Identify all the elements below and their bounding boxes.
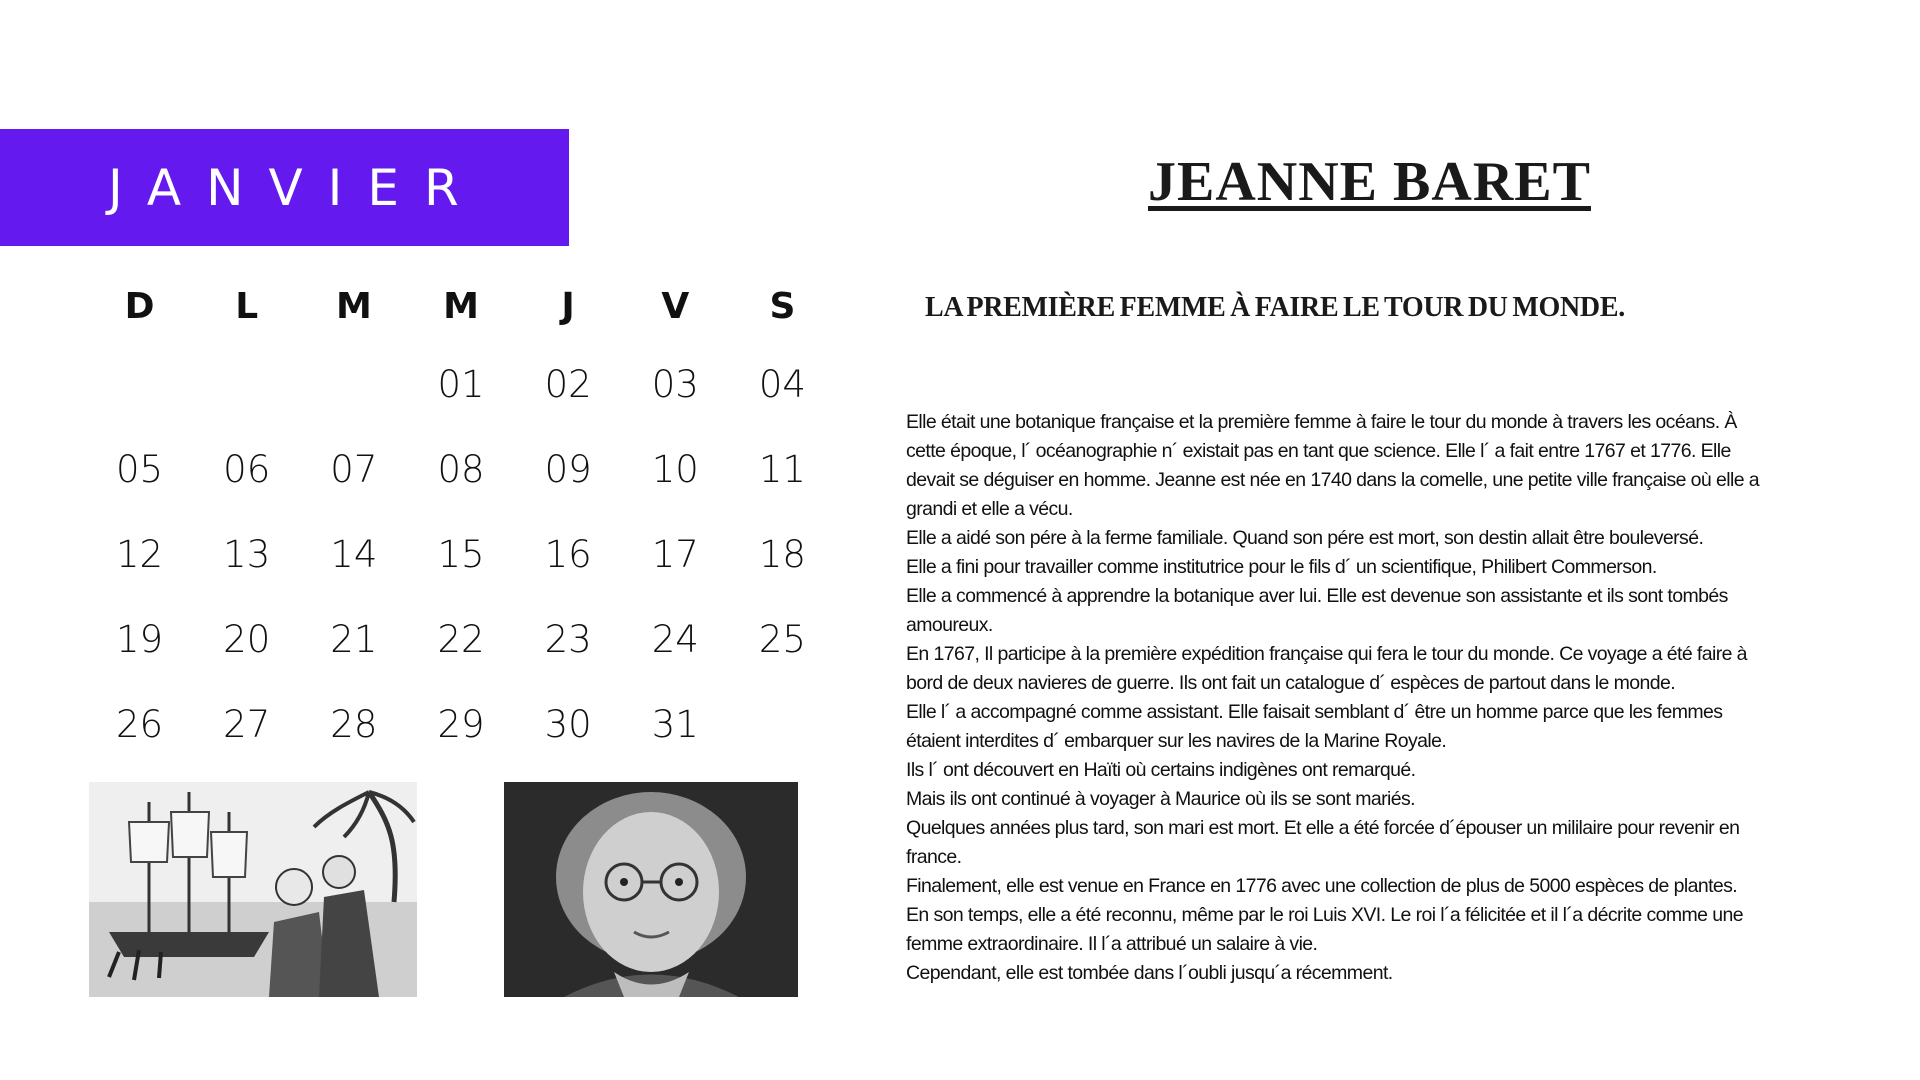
bio-line: amoureux. (906, 614, 993, 636)
bio-line: Ils l´ ont découvert en Haïti où certains indigènes ont remarqué. (906, 759, 1416, 781)
portrait-photo (504, 782, 798, 997)
month-title: JANVIER (108, 158, 484, 217)
bio-line: bord de deux navieres de guerre. Ils ont fait un catalogue d´ espèces de partout dans le monde. (906, 672, 1676, 694)
calendar-day: 03 (651, 363, 699, 406)
bio-line: femme extraordinaire. Il l´a attribué un salaire à vie. (906, 933, 1318, 955)
weekday-label: D (124, 285, 155, 327)
weekday-label: J (561, 285, 575, 327)
calendar-grid (86, 270, 836, 767)
bio-line: grandi et elle a vécu. (906, 498, 1073, 520)
weekday-header-row (86, 270, 836, 342)
calendar-week-row (86, 342, 836, 427)
bio-line: Elle l´ a accompagné comme assistant. Elle faisait semblant d´ être un homme parce que les femmes (906, 701, 1723, 723)
bio-line: Finalement, elle est venue en France en 1776 avec une collection de plus de 5000 espèces de plantes. (906, 875, 1738, 897)
bio-line: cette époque, l´ océanographie n´ existait pas en tant que science. Elle l´ a fait entre 1767 et 1776. Elle (906, 440, 1731, 462)
ship-illustration (89, 782, 417, 997)
calendar-week-row (86, 427, 836, 512)
weekday-label: V (661, 285, 690, 327)
calendar-day: 02 (544, 363, 592, 406)
calendar-day: 23 (544, 618, 592, 661)
weekday-label: S (769, 285, 796, 327)
calendar-day: 01 (437, 363, 485, 406)
calendar-week-row (86, 597, 836, 682)
calendar-day: 25 (758, 618, 806, 661)
calendar-day: 29 (437, 703, 485, 746)
bio-line: Elle a fini pour travailler comme institutrice pour le fils d´ un scientifique, Philibert Commerson. (906, 556, 1657, 578)
calendar-day: 27 (223, 703, 271, 746)
calendar-day: 26 (116, 703, 164, 746)
bio-line: Quelques années plus tard, son mari est mort. Et elle a été forcée d´épouser un mililaire pour revenir en (906, 817, 1740, 839)
calendar-week-row (86, 682, 836, 767)
bio-line: france. (906, 846, 962, 868)
calendar-day: 08 (437, 448, 485, 491)
calendar-day: 21 (330, 618, 378, 661)
calendar-day: 19 (116, 618, 164, 661)
calendar-day: 11 (758, 448, 806, 491)
calendar-day: 09 (544, 448, 592, 491)
calendar-day: 18 (758, 533, 806, 576)
bio-line: Elle a aidé son pére à la ferme familiale. Quand son pére est mort, son destin allait être bouleversé. (906, 527, 1704, 549)
page-title: JEANNE BARET (1148, 151, 1591, 213)
calendar-day: 28 (330, 703, 378, 746)
bio-line: devait se déguiser en homme. Jeanne est née en 1740 dans la comelle, une petite ville française où elle a (906, 469, 1760, 491)
bio-line: En 1767, Il participe à la première expédition française qui fera le tour du monde. Ce voyage a été faire à (906, 643, 1747, 665)
page-subtitle: LA PREMIÈRE FEMME À FAIRE LE TOUR DU MONDE. (925, 292, 1625, 323)
calendar-day: 12 (116, 533, 164, 576)
calendar-day: 22 (437, 618, 485, 661)
calendar-day: 30 (544, 703, 592, 746)
biography-text (906, 408, 1846, 988)
calendar-day: 04 (758, 363, 806, 406)
calendar-day: 20 (223, 618, 271, 661)
bio-line: Elle a commencé à apprendre la botanique aver lui. Elle est devenue son assistante et ils sont tombés (906, 585, 1728, 607)
weekday-label: M (443, 285, 479, 327)
calendar-day: 13 (223, 533, 271, 576)
calendar-day: 17 (651, 533, 699, 576)
month-banner (0, 129, 569, 246)
bio-line: Cependant, elle est tombée dans l´oubli jusqu´a récemment. (906, 962, 1393, 984)
weekday-label: M (335, 285, 372, 327)
calendar-day: 15 (437, 533, 485, 576)
bio-line: étaient interdites d´ embarquer sur les navires de la Marine Royale. (906, 730, 1447, 752)
calendar-day: 10 (651, 448, 699, 491)
weekday-label: L (235, 285, 259, 327)
calendar-day: 06 (223, 448, 271, 491)
calendar-day: 07 (330, 448, 378, 491)
bio-line: Mais ils ont continué à voyager à Maurice où ils se sont mariés. (906, 788, 1415, 810)
calendar-week-row (86, 512, 836, 597)
bio-line: En son temps, elle a été reconnu, même par le roi Luis XVI. Le roi l´a félicitée et il l´a décrite comme une (906, 904, 1743, 926)
bio-line: Elle était une botanique française et la première femme à faire le tour du monde à travers les océans. À (906, 411, 1737, 433)
calendar-day: 16 (544, 533, 592, 576)
calendar-day: 31 (651, 703, 699, 746)
calendar-day: 14 (330, 533, 378, 576)
calendar-day: 24 (651, 618, 699, 661)
calendar-day: 05 (116, 448, 164, 491)
